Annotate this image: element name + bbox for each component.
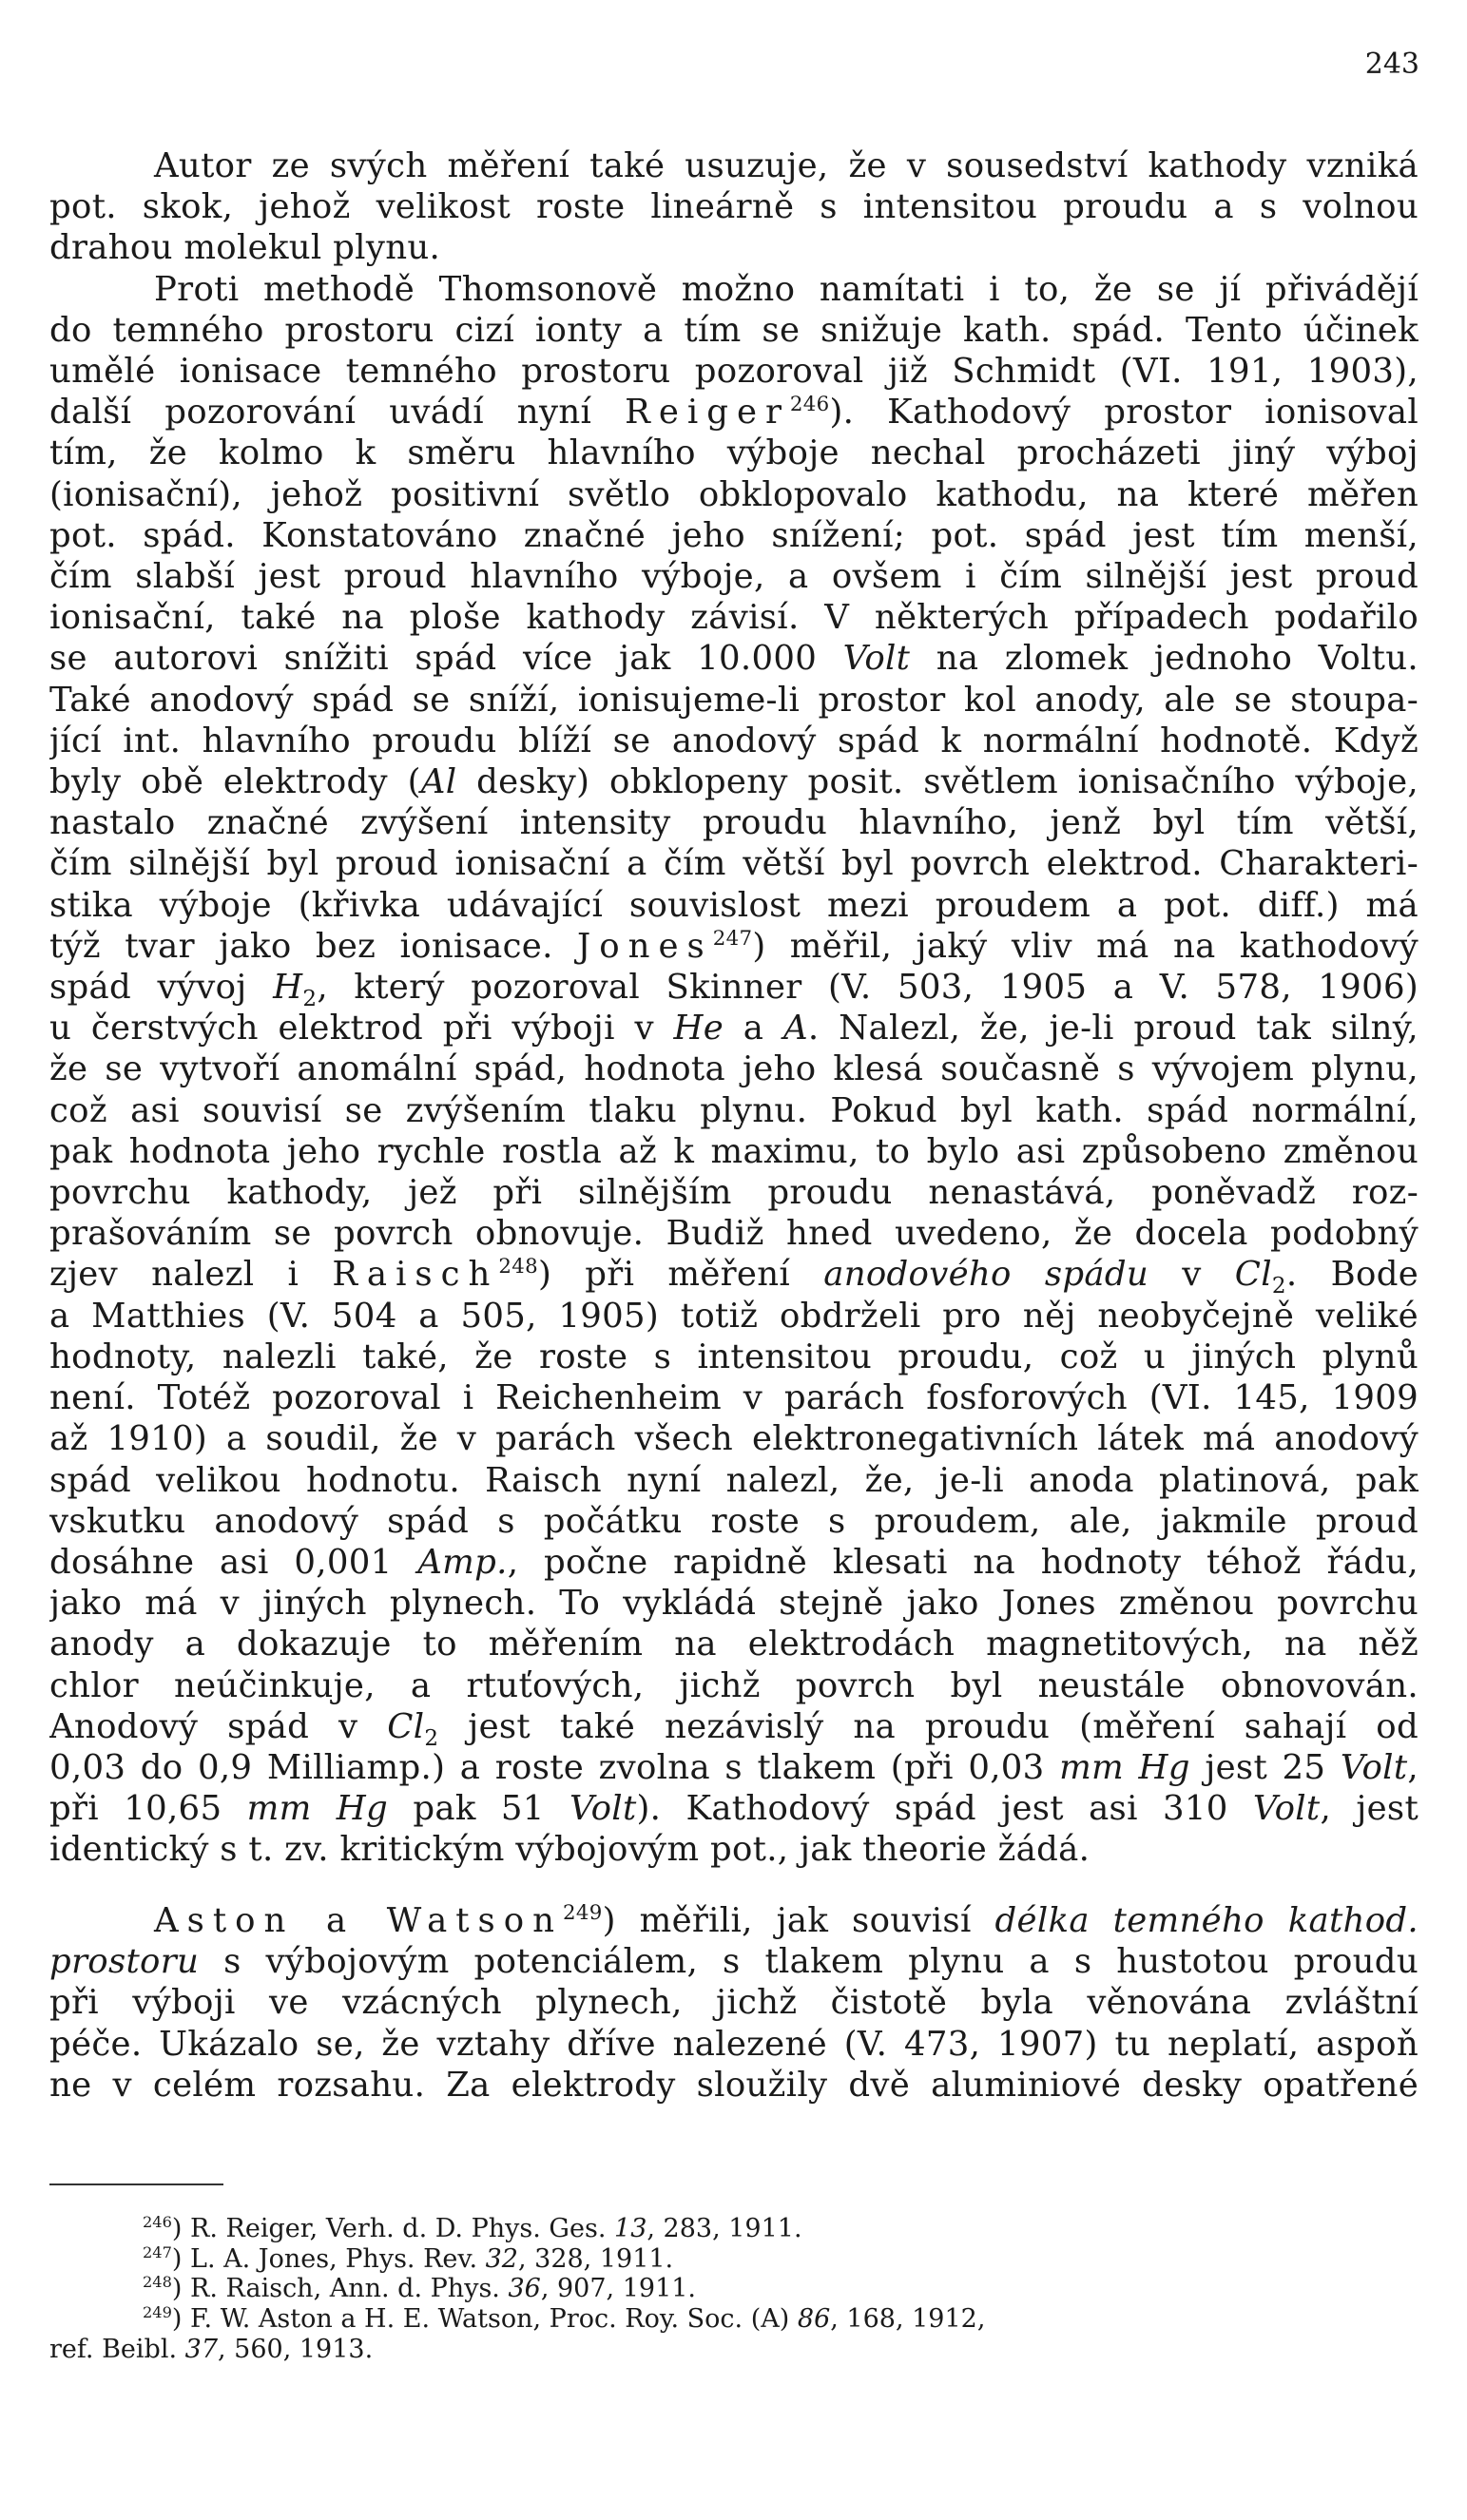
text-line: péče. Ukázalo se, že vztahy dříve nalezené (V. 473, 1907) tu neplatí, aspoň — [49, 2024, 1419, 2064]
footnote-text: , 560, 1913. — [218, 2335, 374, 2364]
volume: 13 — [614, 2214, 647, 2243]
text-run: , jest — [1320, 1789, 1419, 1829]
volume: 86 — [797, 2304, 831, 2334]
text-line: jící int. hlavního proudu blíží se anodový spád k normální hodnotě. Když — [49, 721, 1419, 760]
text-line — [49, 1008, 1419, 1048]
text-run: při 10,65 — [49, 1789, 222, 1829]
footnote-text: , 283, 1911. — [647, 2214, 802, 2243]
footnote-author: R. Reiger — [190, 2214, 310, 2243]
text-line: do temného prostoru cizí ionty a tím se snižuje kath. spád. Tento účinek — [49, 310, 1419, 350]
subscript: 2 — [302, 987, 318, 1009]
text-line: pak hodnota jeho rychle rostla až k maximu, to bylo asi způsobeno změnou — [49, 1131, 1419, 1171]
text-line: a Matthies (V. 504 a 505, 1905) totiž obdrželi pro něj neobyčejně veliké — [49, 1296, 1419, 1336]
text-line: až 1910) a soudil, že v parách všech elektronegativních látek má anodový — [49, 1419, 1419, 1459]
text-run: se autorovi snížiti spád více jak 10.000 — [49, 639, 818, 679]
text-line: (ionisační), jehož positivní světlo obklopovalo kathodu, na které měřen — [49, 474, 1419, 514]
chemical-symbol: A — [782, 1009, 808, 1048]
text-run: Anodový spád v — [49, 1706, 358, 1746]
footnote-text: , Proc. Roy. Soc. (A) — [532, 2304, 790, 2334]
text-line — [49, 761, 1419, 802]
footnote-ref: 247 — [712, 927, 753, 952]
text-run: jest také nezávislý na proudu (měření sahají od — [468, 1706, 1419, 1746]
unit: Volt — [569, 1789, 637, 1829]
footnote-continuation — [49, 2336, 1419, 2364]
text-run: ) při měření — [537, 1255, 791, 1295]
author-name: Raisch — [332, 1255, 499, 1295]
text-line — [49, 1941, 1419, 1982]
text-line — [49, 1254, 1419, 1295]
text-line: ionisační, také na ploše kathody závisí. V některých případech podařilo — [49, 598, 1419, 638]
footnote: $^{246}$) R. Reiger, Verh. d. D. Phys. Ges. 13, 283, 1911. — [143, 2213, 802, 2243]
footnote-author: R. Raisch — [190, 2274, 314, 2303]
text-line: prašováním se povrch obnovuje. Budiž hned uvedeno, že docela podobný — [49, 1214, 1419, 1254]
author-name: Reiger — [625, 393, 790, 433]
text-line: ne v celém rozsahu. Za elektrody sloužily dvě aluminiové desky opatřené — [49, 2065, 1419, 2105]
text-line: jako má v jiných plynech. To vykládá stejně jako Jones změnou povrchu — [49, 1584, 1419, 1624]
text-line: anody a dokazuje to měřením na elektrodách magnetitových, na něž — [49, 1625, 1419, 1664]
paragraph-1 — [49, 145, 1419, 1871]
footnote-text: , 328, 1911. — [517, 2244, 674, 2274]
text-line: identický s t. zv. kritickým výbojovým pot., jak theorie žádá. — [49, 1830, 1091, 1870]
subscript: 2 — [424, 1725, 439, 1747]
text-line: chlor neúčinkuje, a rtuťových, jichž povrch byl neustále obnovován. — [49, 1665, 1419, 1705]
subscript: 2 — [1271, 1274, 1286, 1296]
text-run: v — [1182, 1255, 1202, 1295]
chemical-symbol: H — [273, 968, 303, 1008]
text-run: byly obě elektrody ( — [49, 762, 421, 802]
emphasis: délka temného kathod. — [994, 1901, 1419, 1940]
text-line: čím silnější byl proud ionisační a čím větší byl povrch elektrod. Charakteri- — [49, 844, 1419, 884]
author-name: Aston a Watson — [154, 1901, 563, 1940]
footnote-ref: 249 — [563, 1901, 603, 1926]
text-line: pot. skok, jehož velikost roste lineárně s intensitou proudu a s volnou — [49, 187, 1419, 227]
text-run: ) měřil, jaký vliv má na kathodový — [752, 926, 1419, 966]
emphasis: anodového spádu — [823, 1255, 1149, 1295]
text-line — [49, 1542, 1419, 1583]
footnote: $^{248}$) R. Raisch, Ann. d. Phys. 36, 907, 1911. — [143, 2273, 697, 2303]
text-run: spád vývoj — [49, 968, 247, 1008]
text-run: , který pozoroval Skinner (V. 503, 1905 a V. 578, 1906) — [317, 968, 1419, 1008]
text-run: ) měřili, jak souvisí — [602, 1901, 972, 1940]
text-line: drahou molekul plynu. — [49, 228, 441, 268]
text-line: stika výboje (křivka udávající souvislost mezi proudem a pot. diff.) má — [49, 885, 1419, 925]
unit: Amp. — [417, 1542, 508, 1582]
chemical-symbol: He — [673, 1009, 724, 1048]
footnote-author: F. W. Aston a H. E. Watson — [190, 2304, 533, 2334]
text-line — [49, 638, 1419, 679]
text-line: Také anodový spád se sníží, ionisujeme-li prostor kol anody, ale se stoupa- — [49, 680, 1419, 720]
text-run: . Bode — [1285, 1255, 1419, 1295]
text-line — [49, 1788, 1419, 1829]
footnote-number: 246 — [143, 2213, 172, 2231]
text-line: vskutku anodový spád s počátku roste s proudem, ale, jakmile proud — [49, 1501, 1419, 1541]
text-run: , — [1407, 1747, 1419, 1787]
text-run: desky) obklopeny posit. světlem ionisačního výboje, — [476, 762, 1419, 802]
text-line: při výboji ve vzácných plynech, jichž čistotě byla věnována zvláštní — [49, 1983, 1419, 2023]
text-run: a — [743, 1009, 764, 1048]
volume: 36 — [508, 2274, 541, 2303]
text-run: ). Kathodový spád jest asi 310 — [636, 1789, 1228, 1829]
text-run: ). Kathodový prostor ionisoval — [829, 393, 1419, 433]
unit: Volt — [1340, 1747, 1408, 1787]
text-line — [49, 1747, 1419, 1788]
text-line — [49, 967, 1419, 1008]
footnote-ref: 248 — [498, 1255, 538, 1279]
text-line — [49, 926, 1419, 967]
footnote-text: ref. Beibl. — [49, 2335, 178, 2364]
footnote-text: , Verh. d. D. Phys. Ges. — [309, 2214, 607, 2243]
text-run: zjev nalezl i — [49, 1255, 299, 1295]
footnote-number: 247 — [143, 2243, 172, 2261]
footnote-text: , 168, 1912, — [830, 2304, 986, 2334]
text-run: dosáhne asi 0,001 — [49, 1542, 393, 1582]
text-line: Autor ze svých měření také usuzuje, že v sousedství kathody vzniká — [154, 146, 1419, 185]
unit: mm Hg — [1059, 1747, 1190, 1787]
footnote-ref: 246 — [789, 393, 830, 417]
text-line — [49, 1706, 1419, 1747]
text-line: není. Totéž pozoroval i Reichenheim v parách fosforových (VI. 145, 1909 — [49, 1378, 1419, 1418]
text-line: povrchu kathody, jež při silnějším proudu nenastává, poněvadž roz- — [49, 1173, 1419, 1213]
footnote-number: 249 — [143, 2303, 172, 2321]
volume: 32 — [485, 2244, 518, 2274]
footnote: $^{249}$) F. W. Aston a H. E. Watson, Proc. Roy. Soc. (A) 86, 168, 1912, — [143, 2303, 986, 2334]
text-line: spád velikou hodnotu. Raisch nyní nalezl, že, je-li anoda platinová, pak — [49, 1460, 1419, 1500]
text-line: že se vytvoří anomální spád, hodnota jeho klesá současně s vývojem plynu, — [49, 1049, 1419, 1089]
text-run: na zlomek jednoho Voltu. — [936, 639, 1419, 679]
footnote: $^{247}$) L. A. Jones, Phys. Rev. 32, 328, 1911. — [143, 2243, 674, 2274]
chemical-symbol: Al — [420, 762, 457, 802]
footnote-divider — [49, 2183, 223, 2185]
paragraph-2 — [49, 1900, 1419, 2106]
unit: Volt — [842, 639, 911, 679]
text-run: jest 25 — [1205, 1747, 1326, 1787]
text-line — [49, 1900, 1419, 1941]
text-line: pot. spád. Konstatováno značné jeho snížení; pot. spád jest tím menší, — [49, 515, 1419, 555]
footnote-number: 248 — [143, 2273, 172, 2291]
volume: 37 — [184, 2335, 218, 2364]
author-name: Jones — [577, 926, 713, 966]
text-run: , počne rapidně klesati na hodnoty téhož řádu, — [507, 1542, 1419, 1582]
page-number: 243 — [1364, 48, 1419, 81]
text-run: 0,03 do 0,9 Milliamp.) a roste zvolna s tlakem (při 0,03 — [49, 1747, 1045, 1787]
text-run: pak 51 — [413, 1789, 545, 1829]
text-line: čím slabší jest proud hlavního výboje, a ovšem i čím silnější jest proud — [49, 557, 1419, 597]
text-run: . Nalezl, že, je-li proud tak silný, — [807, 1009, 1419, 1048]
footnote-author: L. A. Jones — [190, 2244, 330, 2274]
text-line: což asi souvisí se zvýšením tlaku plynu. Pokud byl kath. spád normální, — [49, 1090, 1419, 1130]
text-run: týž tvar jako bez ionisace. — [49, 926, 553, 966]
text-line: umělé ionisace temného prostoru pozoroval již Schmidt (VI. 191, 1903), — [49, 352, 1419, 392]
emphasis: prostoru — [49, 1942, 200, 1982]
text-run: s výbojovým potenciálem, s tlakem plynu a s hustotou proudu — [223, 1942, 1419, 1982]
footnote-text: , Ann. d. Phys. — [313, 2274, 500, 2303]
footnote-text: , Phys. Rev. — [329, 2244, 478, 2274]
chemical-symbol: Cl — [1234, 1255, 1272, 1295]
text-line: tím, že kolmo k směru hlavního výboje nechal procházeti jiný výboj — [49, 433, 1419, 473]
text-line: hodnoty, nalezli také, že roste s intensitou proudu, což u jiných plynů — [49, 1337, 1419, 1376]
text-run: další pozorování uvádí nyní — [49, 393, 592, 433]
unit: Volt — [1252, 1789, 1321, 1829]
text-line: Proti methodě Thomsonově možno namítati i to, že se jí přivádějí — [154, 269, 1419, 309]
text-run: u čerstvých elektrod při výboji v — [49, 1009, 654, 1048]
chemical-symbol: Cl — [387, 1706, 425, 1746]
text-line — [49, 392, 1419, 433]
text-line: nastalo značné zvýšení intensity proudu hlavního, jenž byl tím větší, — [49, 803, 1419, 843]
unit: mm Hg — [246, 1789, 389, 1829]
footnote-text: , 907, 1911. — [540, 2274, 697, 2303]
